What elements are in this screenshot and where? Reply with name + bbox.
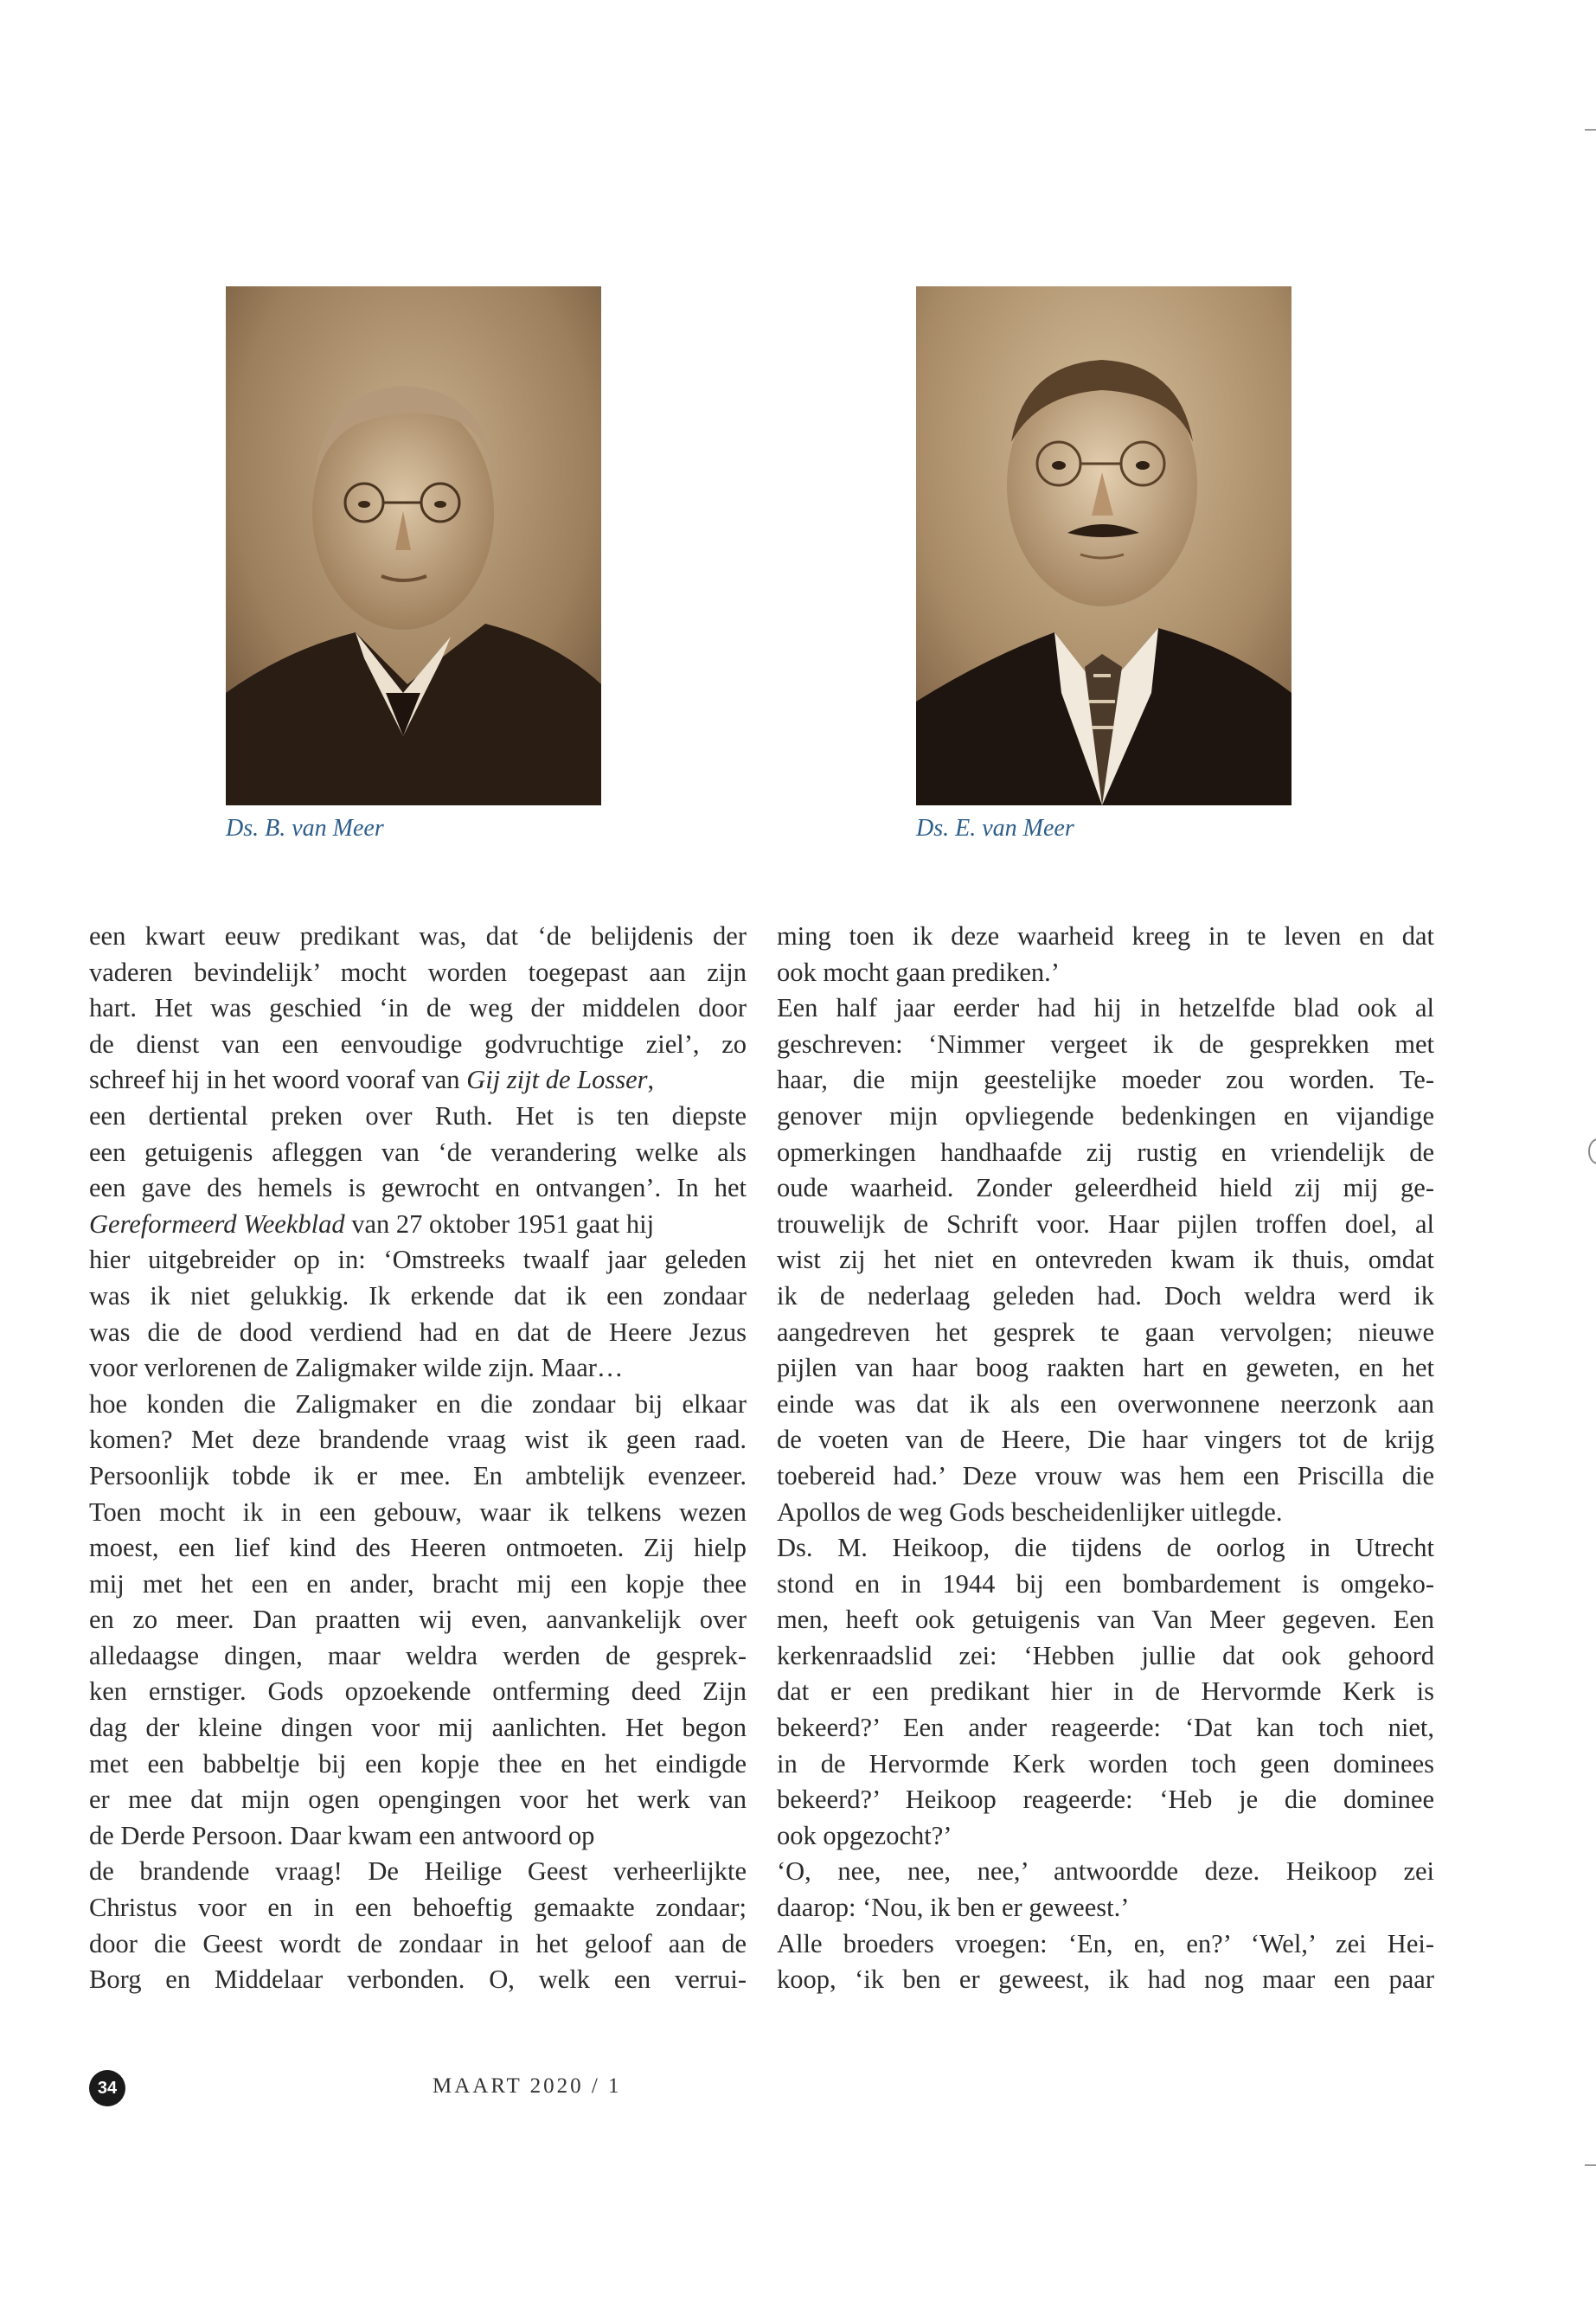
- text-line: in de Hervormde Kerk worden toch geen dominees: [777, 1748, 1434, 1779]
- text-line: de brandende vraag! De Heilige Geest verheerlijkte: [89, 1856, 747, 1887]
- portrait-photo-e-van-meer: [916, 286, 1292, 805]
- text-line: Apollos de weg Gods bescheidenlijker uitlegde.: [777, 1497, 1283, 1527]
- text-line: bekeerd?’ Een ander reageerde: ‘Dat kan toch niet,: [777, 1713, 1434, 1743]
- text-line: daarop: ‘Nou, ik ben er geweest.’: [777, 1893, 1130, 1923]
- text-line: schreef hij in het woord vooraf van Gij zijt de Losser,: [89, 1065, 655, 1095]
- text-line: ken ernstiger. Gods opzoekende ontferming deed Zijn: [89, 1676, 747, 1707]
- issue-label: MAART 2020 / 1: [433, 2074, 622, 2098]
- text-line: genover mijn opvliegende bedenkingen en vijandige: [777, 1100, 1434, 1131]
- text-line: ook opgezocht?’: [777, 1820, 952, 1850]
- text-line: een kwart eeuw predikant was, dat ‘de belijdenis der: [89, 921, 747, 951]
- crop-mark-top-right: [1585, 129, 1596, 131]
- text-line: moest, een lief kind des Heeren ontmoeten. Zij hielp: [89, 1533, 747, 1563]
- book-title: Gij zijt de Losser: [466, 1065, 648, 1095]
- text-line: een dertiental preken over Ruth. Het is ten diepste: [89, 1100, 747, 1131]
- text-line: Toen mocht ik in een gebouw, waar ik telkens wezen: [89, 1497, 747, 1527]
- text-line: de Derde Persoon. Daar kwam een antwoord op: [89, 1820, 595, 1850]
- page-number-badge: 34: [89, 2070, 125, 2106]
- text-line: ook mocht gaan prediken.’: [777, 957, 1060, 987]
- text-line: ming toen ik deze waarheid kreeg in te leven en dat: [777, 921, 1434, 951]
- text-line: haar, die mijn geestelijke moeder zou worden. Te-: [777, 1065, 1434, 1095]
- text-line: stond en in 1944 bij een bombardement is omgeko-: [777, 1568, 1434, 1599]
- text-line: hart. Het was geschied ‘in de weg der middelen door: [89, 993, 747, 1023]
- text-line: bekeerd?’ Heikoop reageerde: ‘Heb je die dominee: [777, 1785, 1434, 1815]
- text-line: ‘O, nee, nee, nee,’ antwoordde deze. Heikoop zei: [777, 1856, 1434, 1887]
- publication-title: Gereformeerd Weekblad: [89, 1208, 345, 1239]
- text-line: Gereformeerd Weekblad van 27 oktober 1951 gaat hij: [89, 1208, 655, 1239]
- text-line: Christus voor en in een behoeftig gemaakte zondaar;: [89, 1893, 747, 1923]
- text-line: pijlen van haar boog raakten hart en geweten, en het: [777, 1353, 1434, 1383]
- text-line: de dienst van een eenvoudige godvruchtige ziel’, zo: [89, 1029, 747, 1059]
- text-line: een getuigenis afleggen van ‘de verandering welke als: [89, 1137, 747, 1167]
- text-line: alledaagse dingen, maar weldra werden de gesprek-: [89, 1640, 747, 1670]
- text-line: geschreven: ‘Nimmer vergeet ik de gesprekken met: [777, 1029, 1434, 1059]
- right-text-column: [777, 919, 1434, 1998]
- left-text-column: [89, 919, 747, 1998]
- text-line: wist zij het niet en ontevreden kwam ik thuis, omdat: [777, 1245, 1434, 1275]
- registration-mark-right: [1588, 1138, 1596, 1164]
- text-line: Een half jaar eerder had hij in hetzelfde blad ook al: [777, 993, 1434, 1023]
- text-line: aangedreven het gesprek te gaan vervolgen; nieuwe: [777, 1317, 1434, 1347]
- text-line: door die Geest wordt de zondaar in het geloof aan de: [89, 1928, 747, 1958]
- text-line: dat er een predikant hier in de Hervormde Kerk is: [777, 1676, 1434, 1707]
- text-line: Alle broeders vroegen: ‘En, en, en?’ ‘Wel,’ zei Hei-: [777, 1928, 1434, 1958]
- text-line: Ds. M. Heikoop, die tijdens de oorlog in Utrecht: [777, 1533, 1434, 1563]
- portrait-photo-b-van-meer: [226, 286, 601, 805]
- text-line: Borg en Middelaar verbonden. O, welk een verrui-: [89, 1965, 747, 1995]
- text-line: mij met het een en ander, bracht mij een kopje thee: [89, 1568, 747, 1599]
- text-line: Persoonlijk tobde ik er mee. En ambtelijk evenzeer.: [89, 1460, 747, 1490]
- text-line: men, heeft ook getuigenis van Van Meer gegeven. Een: [777, 1605, 1434, 1635]
- crop-mark-bottom-right: [1585, 2164, 1596, 2166]
- photo-caption-b-van-meer: Ds. B. van Meer: [226, 815, 384, 842]
- text-line: trouwelijk de Schrift voor. Haar pijlen troffen doel, al: [777, 1208, 1434, 1239]
- text-line: koop, ‘ik ben er geweest, ik had nog maar een paar: [777, 1965, 1434, 1995]
- text-line: was ik niet gelukkig. Ik erkende dat ik een zondaar: [89, 1280, 747, 1311]
- text-line: dag der kleine dingen voor mij aanlichten. Het begon: [89, 1713, 747, 1743]
- text-line: voor verlorenen de Zaligmaker wilde zijn. Maar…: [89, 1353, 624, 1383]
- text-line: hier uitgebreider op in: ‘Omstreeks twaalf jaar geleden: [89, 1245, 747, 1275]
- text-line: er mee dat mijn ogen opengingen voor het werk van: [89, 1785, 747, 1815]
- text-line: opmerkingen handhaafde zij rustig en vriendelijk de: [777, 1137, 1434, 1167]
- text-line: hoe konden die Zaligmaker en die zondaar bij elkaar: [89, 1388, 747, 1419]
- text-line: ik de nederlaag geleden had. Doch weldra werd ik: [777, 1280, 1434, 1311]
- text-line: de voeten van de Heere, Die haar vingers tot de krijg: [777, 1425, 1434, 1455]
- text-line: en zo meer. Dan praatten wij even, aanvankelijk over: [89, 1605, 747, 1635]
- text-line: komen? Met deze brandende vraag wist ik geen raad.: [89, 1425, 747, 1455]
- text-line: was die de dood verdiend had en dat de Heere Jezus: [89, 1317, 747, 1347]
- text-line: oude waarheid. Zonder geleerdheid hield zij mij ge-: [777, 1173, 1434, 1203]
- photo-caption-e-van-meer: Ds. E. van Meer: [916, 815, 1074, 842]
- text-line: toebereid had.’ Deze vrouw was hem een Priscilla die: [777, 1460, 1434, 1490]
- text-line: vaderen bevindelijk’ mocht worden toegepast aan zijn: [89, 957, 747, 987]
- text-line: een gave des hemels is gewrocht en ontvangen’. In het: [89, 1173, 747, 1203]
- text-line: einde was dat ik als een overwonnene neerzonk aan: [777, 1388, 1434, 1419]
- text-line: met een babbeltje bij een kopje thee en het eindigde: [89, 1748, 747, 1779]
- text-line: kerkenraadslid zei: ‘Hebben jullie dat ook gehoord: [777, 1640, 1434, 1670]
